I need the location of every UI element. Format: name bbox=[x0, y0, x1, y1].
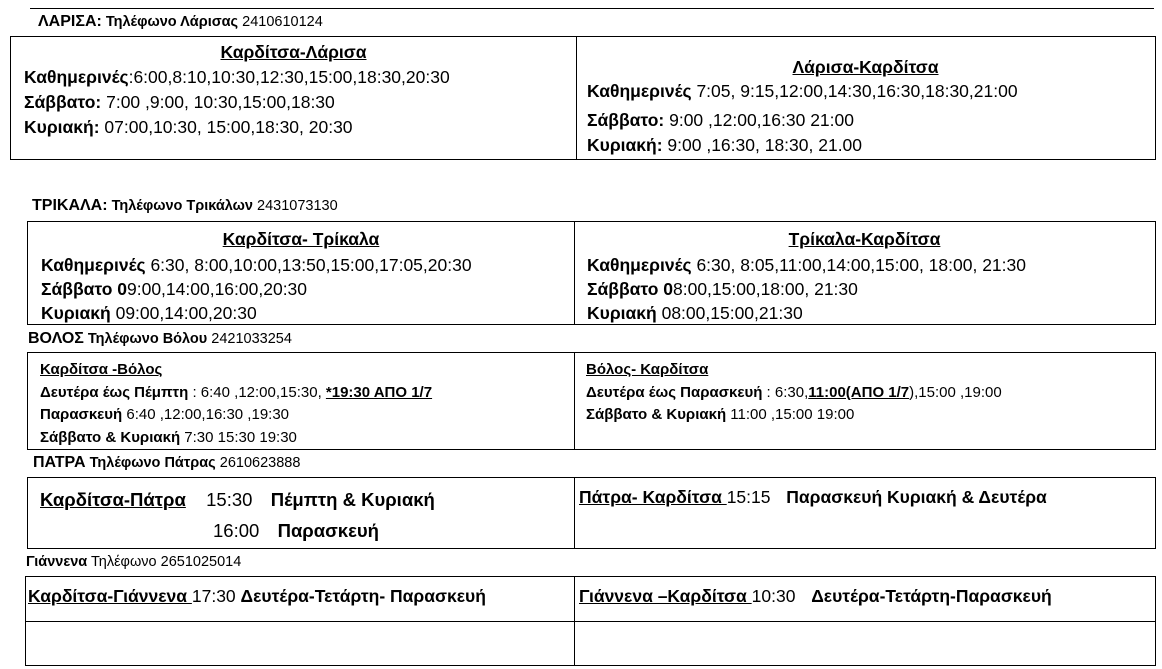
saturday-row bbox=[587, 277, 858, 301]
trikala-table bbox=[27, 221, 1156, 325]
day-label: Καθημερινές bbox=[41, 255, 146, 275]
mon-fri-row bbox=[586, 382, 1002, 403]
saturday-row bbox=[24, 90, 335, 114]
patra-row-1 bbox=[40, 488, 435, 512]
route-title: Βόλος- Καρδίτσα bbox=[586, 361, 709, 378]
day-label: Κυριακή: bbox=[587, 135, 663, 155]
times: 08:00,15:00,21:30 bbox=[656, 303, 803, 323]
volos-table bbox=[27, 352, 1156, 450]
giannena-right-cell bbox=[574, 577, 1155, 665]
day-label: Καθημερινές bbox=[24, 67, 129, 87]
trikala-left-cell bbox=[28, 222, 574, 324]
times: 8:00,15:00,18:00, 21:30 bbox=[673, 279, 858, 299]
departure-time: 15:30 bbox=[206, 489, 253, 510]
larisa-left-cell bbox=[11, 37, 576, 159]
phone-label: Τηλέφωνο bbox=[90, 554, 157, 570]
times: :6:00,8:10,10:30,12:30,15:00,18:30,20:30 bbox=[128, 67, 450, 87]
route-title: Λάρισα-Καρδίτσα bbox=[792, 57, 939, 77]
phone-label: Τηλέφωνο Βόλου bbox=[87, 331, 208, 347]
trikala-header bbox=[32, 197, 338, 215]
weekend-row bbox=[586, 404, 854, 425]
route-title: Γιάννενα –Καρδίτσα bbox=[579, 586, 752, 606]
day-label: Κυριακή: bbox=[24, 117, 100, 137]
times: 11:00 ,15:00 19:00 bbox=[726, 406, 855, 423]
times: 9:00 ,16:30, 18:30, 21.00 bbox=[662, 135, 863, 155]
weekdays-row bbox=[587, 253, 1026, 277]
mon-thu-row bbox=[40, 382, 432, 403]
route-title: Τρίκαλα-Καρδίτσα bbox=[788, 229, 941, 249]
times: 09:00,14:00,20:30 bbox=[110, 303, 257, 323]
day-label: Σάββατο 0 bbox=[41, 279, 127, 299]
day-label: Κυριακή bbox=[41, 303, 111, 323]
day-label: Σάββατο 0 bbox=[587, 279, 673, 299]
city-name: ΒΟΛΟΣ bbox=[28, 330, 84, 347]
departure-time: 10:30 bbox=[751, 586, 796, 606]
day-label: Δευτέρα έως Πέμπτη bbox=[40, 384, 189, 401]
weekdays-row bbox=[24, 65, 450, 89]
giannena-table bbox=[25, 576, 1156, 666]
phone-label: Τηλέφωνο Λάρισας bbox=[105, 14, 239, 30]
day-label: Παρασκευή bbox=[40, 406, 123, 423]
day-label: Κυριακή bbox=[587, 303, 657, 323]
sunday-row bbox=[587, 133, 862, 157]
larisa-right-cell bbox=[576, 37, 1155, 159]
patra-return-row bbox=[579, 485, 1047, 509]
phone-number: 2421033254 bbox=[211, 331, 292, 347]
city-name: ΠΑΤΡΑ bbox=[33, 454, 86, 471]
weekdays-row bbox=[587, 79, 1018, 103]
phone-number: 2410610124 bbox=[242, 14, 323, 30]
saturday-row bbox=[587, 108, 854, 132]
times: 7:05, 9:15,12:00,14:30,16:30,18:30,21:00 bbox=[691, 81, 1018, 101]
larisa-header bbox=[38, 13, 323, 31]
times: : 6:30, bbox=[762, 384, 809, 401]
day-label: Δευτέρα έως Παρασκευή bbox=[586, 384, 763, 401]
times: 9:00,14:00,16:00,20:30 bbox=[127, 279, 308, 299]
larisa-table bbox=[10, 36, 1156, 160]
phone-number: 2651025014 bbox=[160, 554, 242, 570]
summer-note: 11:00(ΑΠΟ 1/7 bbox=[808, 384, 910, 401]
route-title: Καρδίτσα-Λάρισα bbox=[220, 42, 367, 62]
departure-time: 17:30 bbox=[191, 586, 236, 606]
giannena-left-cell bbox=[26, 577, 574, 665]
day-label: Καθημερινές bbox=[587, 81, 692, 101]
sunday-row bbox=[24, 115, 353, 139]
departure-days: Πέμπτη & Κυριακή bbox=[270, 489, 435, 510]
patra-left-cell bbox=[28, 478, 574, 548]
departure-days: Δευτέρα-Τετάρτη-Παρασκευή bbox=[811, 586, 1052, 606]
times-rest: ),15:00 ,19:00 bbox=[909, 384, 1002, 401]
patra-right-cell bbox=[574, 478, 1155, 548]
sunday-row bbox=[587, 301, 803, 325]
phone-label: Τηλέφωνο Πάτρας bbox=[89, 455, 216, 471]
times: 9:00 ,12:00,16:30 21:00 bbox=[664, 110, 854, 130]
route-title: Καρδίτσα- Τρίκαλα bbox=[222, 229, 380, 249]
day-label: Σάββατο & Κυριακή bbox=[586, 406, 727, 423]
sunday-row bbox=[41, 301, 257, 325]
phone-label: Τηλέφωνο Τρικάλων bbox=[111, 198, 253, 214]
times: 6:40 ,12:00,16:30 ,19:30 bbox=[122, 406, 290, 423]
route-title: Καρδίτσα-Πάτρα bbox=[40, 489, 186, 510]
times: : 6:40 ,12:00,15:30, bbox=[188, 384, 326, 401]
giannena-row bbox=[28, 584, 486, 608]
route-title: Καρδίτσα -Βόλος bbox=[40, 361, 163, 378]
city-name: ΛΑΡΙΣΑ: bbox=[38, 13, 102, 30]
route-title: Καρδίτσα-Γιάννενα bbox=[28, 586, 192, 606]
volos-right-cell bbox=[574, 353, 1155, 449]
city-name: ΤΡΙΚΑΛΑ: bbox=[32, 197, 108, 214]
departure-time: 16:00 bbox=[213, 520, 260, 541]
trikala-right-cell bbox=[574, 222, 1155, 324]
city-name: Γιάννενα bbox=[26, 554, 88, 570]
saturday-row bbox=[41, 277, 307, 301]
departure-days: Παρασκευή Κυριακή & Δευτέρα bbox=[786, 487, 1047, 507]
giannena-header bbox=[26, 554, 241, 570]
times: 6:30, 8:05,11:00,14:00,15:00, 18:00, 21:30 bbox=[691, 255, 1026, 275]
times: 07:00,10:30, 15:00,18:30, 20:30 bbox=[99, 117, 353, 137]
volos-header bbox=[28, 330, 292, 348]
phone-number: 2610623888 bbox=[219, 455, 301, 471]
top-rule bbox=[30, 8, 1154, 9]
day-label: Σάββατο: bbox=[24, 92, 102, 112]
patra-table bbox=[27, 477, 1156, 549]
patra-header bbox=[33, 454, 300, 472]
route-title: Πάτρα- Καρδίτσα bbox=[579, 487, 727, 507]
times: 7:30 15:30 19:30 bbox=[180, 429, 297, 446]
volos-left-cell bbox=[28, 353, 574, 449]
day-label: Σάββατο: bbox=[587, 110, 665, 130]
giannena-return-row bbox=[579, 584, 1052, 608]
phone-number: 2431073130 bbox=[257, 198, 338, 214]
summer-note: *19:30 ΑΠΟ 1/7 bbox=[325, 384, 433, 401]
patra-row-2 bbox=[213, 519, 379, 543]
day-label: Καθημερινές bbox=[587, 255, 692, 275]
friday-row bbox=[40, 404, 289, 425]
departure-days: Παρασκευή bbox=[277, 520, 379, 541]
departure-days: Δευτέρα-Τετάρτη- Παρασκευή bbox=[240, 586, 486, 606]
weekend-row bbox=[40, 427, 297, 448]
times: 7:00 ,9:00, 10:30,15:00,18:30 bbox=[101, 92, 335, 112]
weekdays-row bbox=[41, 253, 472, 277]
departure-time: 15:15 bbox=[726, 487, 771, 507]
times: 6:30, 8:00,10:00,13:50,15:00,17:05,20:30 bbox=[145, 255, 472, 275]
day-label: Σάββατο & Κυριακή bbox=[40, 429, 181, 446]
